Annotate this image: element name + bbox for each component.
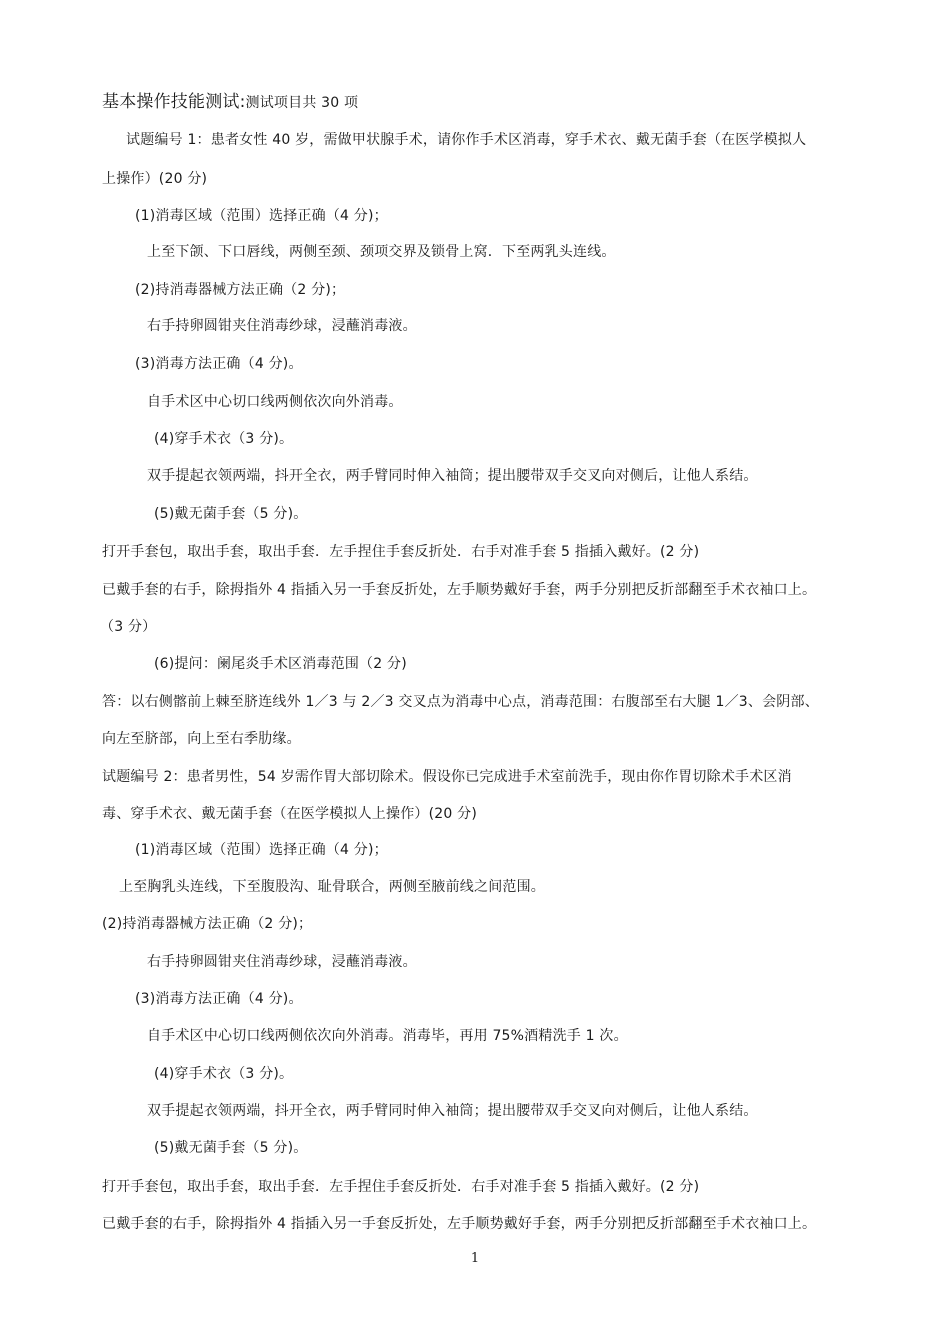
title-main: 基本操作技能测试:: [102, 92, 246, 112]
q1-item-4: (4)穿手术衣（3 分)。: [154, 431, 294, 447]
q2-item-3: (3)消毒方法正确（4 分)。: [135, 991, 303, 1007]
question-2-heading-cont: 毒、穿手术衣、戴无菌手套（在医学模拟人上操作）(20 分): [102, 806, 477, 822]
q1-item-2-answer: 右手持卵圆钳夹住消毒纱球，浸蘸消毒液。: [147, 318, 417, 334]
q1-item-1: (1)消毒区域（范围）选择正确（4 分)；: [135, 208, 388, 224]
q1-item-2: (2)持消毒器械方法正确（2 分)；: [135, 282, 346, 298]
q2-item-2: (2)持消毒器械方法正确（2 分)；: [102, 916, 313, 932]
q1-item-5-step-2: 已戴手套的右手，除拇指外 4 指插入另一手套反折处，左手顺势戴好手套，两手分别把反折部翻至手术衣袖口上。: [102, 582, 817, 598]
q2-item-3-answer: 自手术区中心切口线两侧依次向外消毒。消毒毕，再用 75%酒精洗手 1 次。: [147, 1028, 628, 1044]
q2-item-5-step-2: 已戴手套的右手，除拇指外 4 指插入另一手套反折处，左手顺势戴好手套，两手分别把反折部翻至手术衣袖口上。: [102, 1216, 817, 1232]
q1-item-5-step-2-score: （3 分）: [100, 619, 157, 635]
q1-item-6: (6)提问：阑尾炎手术区消毒范围（2 分): [154, 656, 407, 672]
page-number: 1: [470, 1251, 480, 1266]
q2-item-4-answer: 双手提起衣领两端，抖开全衣，两手臂同时伸入袖筒；提出腰带双手交叉向对侧后，让他人系结。: [147, 1103, 758, 1119]
q2-item-1: (1)消毒区域（范围）选择正确（4 分)；: [135, 842, 388, 858]
question-1-heading: 试题编号 1：患者女性 40 岁，需做甲状腺手术，请你作手术区消毒，穿手术衣、戴无菌手套（在医学模拟人: [126, 132, 807, 148]
q1-item-3: (3)消毒方法正确（4 分)。: [135, 356, 303, 372]
document-title: [102, 92, 358, 113]
q2-item-5-step-1: 打开手套包，取出手套，取出手套．左手捏住手套反折处．右手对准手套 5 指插入戴好。(2 分): [102, 1179, 700, 1195]
q2-item-4: (4)穿手术衣（3 分)。: [154, 1066, 294, 1082]
question-1-heading-cont: 上操作）(20 分): [102, 171, 208, 187]
question-2-heading: 试题编号 2：患者男性，54 岁需作胃大部切除术。假设你已完成进手术室前洗手，现由你作胃切除术手术区消: [102, 769, 792, 785]
q2-item-2-answer: 右手持卵圆钳夹住消毒纱球，浸蘸消毒液。: [147, 954, 417, 970]
q2-item-1-answer: 上至胸乳头连线，下至腹股沟、耻骨联合，两侧至腋前线之间范围。: [119, 879, 545, 895]
q2-item-5: (5)戴无菌手套（5 分)。: [154, 1140, 308, 1156]
q1-item-4-answer: 双手提起衣领两端，抖开全衣，两手臂同时伸入袖筒；提出腰带双手交叉向对侧后，让他人系结。: [147, 468, 758, 484]
q1-item-3-answer: 自手术区中心切口线两侧依次向外消毒。: [147, 394, 403, 410]
q1-item-5: (5)戴无菌手套（5 分)。: [154, 506, 308, 522]
q1-item-5-step-1: 打开手套包，取出手套，取出手套．左手捏住手套反折处．右手对准手套 5 指插入戴好。(2 分): [102, 544, 700, 560]
q1-item-6-answer: 答：以右侧髂前上棘至脐连线外 1／3 与 2／3 交叉点为消毒中心点，消毒范围：右腹部至右大腿 1／3、会阴部、: [102, 694, 819, 710]
q1-item-1-answer: 上至下颌、下口唇线，两侧至颈、颈项交界及锁骨上窝．下至两乳头连线。: [147, 244, 616, 260]
q1-item-6-answer-cont: 向左至脐部，向上至右季肋缘。: [102, 731, 301, 747]
title-sub: 测试项目共 30 项: [245, 95, 359, 111]
